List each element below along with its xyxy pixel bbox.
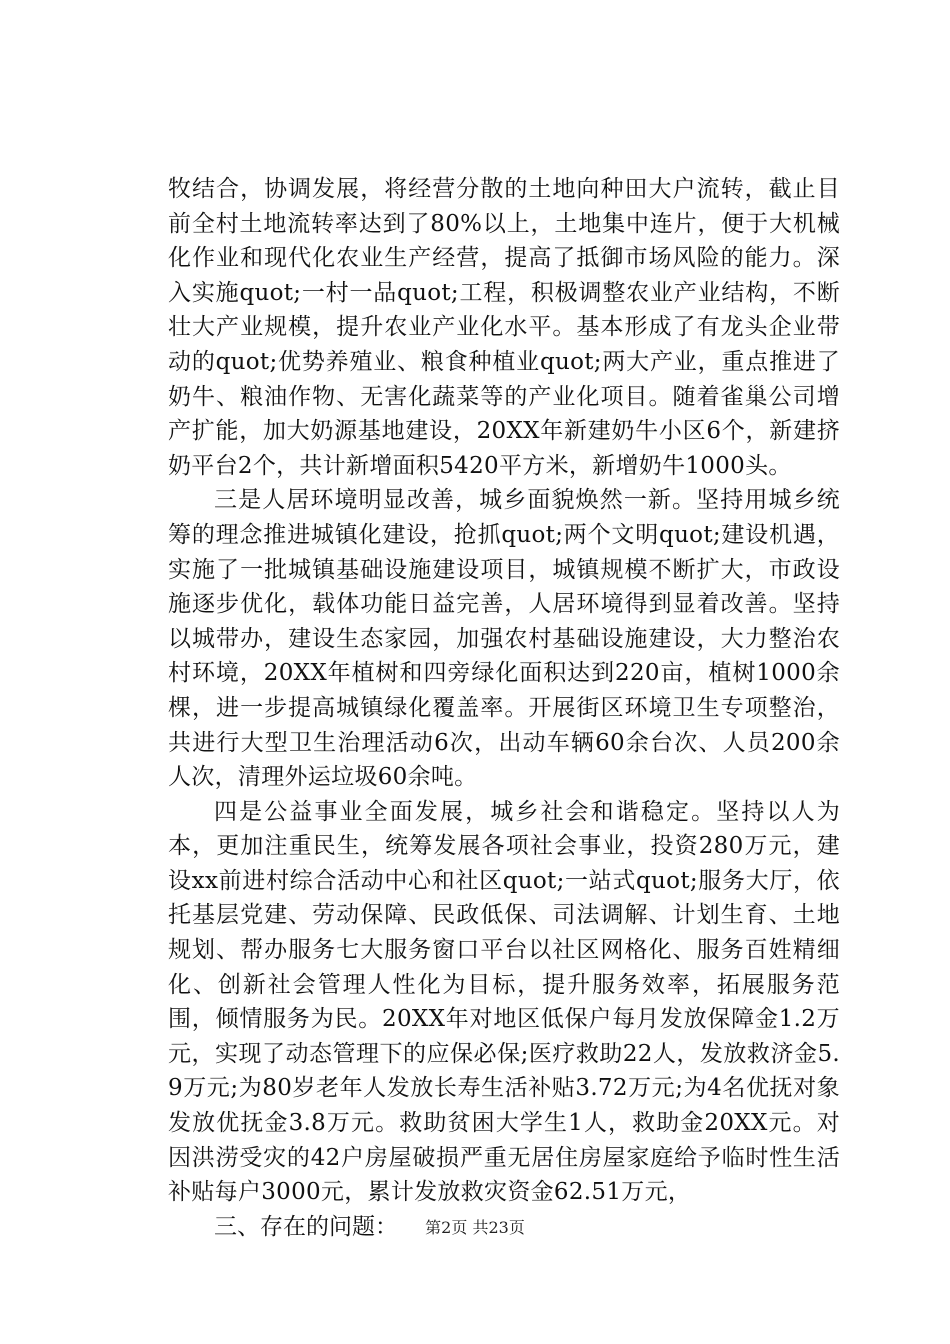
page-footer (0, 1217, 950, 1239)
paragraph-public-welfare: 四是公益事业全面发展，城乡社会和谐稳定。坚持以人为本，更加注重民生，统筹发展各项社会事业，投资280万元，建设xx前进村综合活动中心和社区quot;一站式quot;服务大厅，依托基层党建、劳动保障、民政低保、司法调解、计划生育、土地规划、帮办服务七大服务窗口平台以社区网格化、服务百姓精细化、创新社会管理人性化为目标，提升服务效率，拓展服务范围，倾情服务为民。20XX年对地区低保户每月发放保障金1.2万元，实现了动态管理下的应保必保;医疗救助22人，发放救济金5.9万元;为80岁老年人发放长寿生活补贴3.72万元;为4名优抚对象发放优抚金3.8万元。救助贫困大学生1人，救助金20XX元。对因洪涝受灾的42户房屋破损严重无居住房屋家庭给予临时性生活补贴每户3000元，累计发放救灾资金62.51万元， (168, 798, 840, 1206)
page-total: 共23页 (472, 1218, 525, 1237)
paragraph-continuation: 牧结合，协调发展，将经营分散的土地向种田大户流转，截止目前全村土地流转率达到了80%以上，土地集中连片，便于大机械化作业和现代化农业生产经营，提高了抵御市场风险的能力。深入实施quot;一村一品quot;工程，积极调整农业产业结构，不断壮大产业规模，提升农业产业化水平。基本形成了有龙头企业带动的quot;优势养殖业、粮食种植业quot;两大产业，重点推进了奶牛、粮油作物、无害化蔬菜等的产业化项目。随着雀巢公司增产扩能，加大奶源基地建设，20XX年新建奶牛小区6个，新建挤奶平台2个，共计新增面积5420平方米，新增奶牛1000头。 (168, 176, 840, 479)
section-heading-problems: 三、存在的问题： (214, 1213, 398, 1240)
document-body (168, 172, 840, 1244)
page-number: 第2页 (425, 1218, 468, 1237)
paragraph-living-environment: 三是人居环境明显改善，城乡面貌焕然一新。坚持用城乡统筹的理念推进城镇化建设，抢抓quot;两个文明quot;建设机遇，实施了一批城镇基础设施建设项目，城镇规模不断扩大，市政设施逐步优化，载体功能日益完善，人居环境得到显着改善。坚持以城带办，建设生态家园，加强农村基础设施建设，大力整治农村环境，20XX年植树和四旁绿化面积达到220亩，植树1000余棵，进一步提高城镇绿化覆盖率。开展街区环境卫生专项整治，共进行大型卫生治理活动6次，出动车辆60余台次、人员200余人次，清理外运垃圾60余吨。 (168, 487, 840, 791)
